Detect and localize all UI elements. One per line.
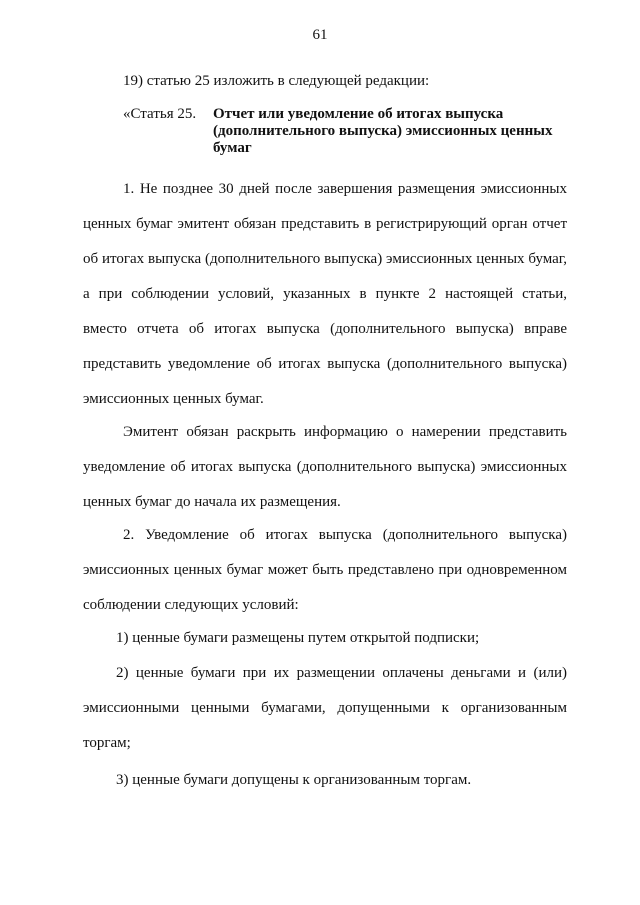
article-label: «Статья 25.: [123, 106, 197, 122]
list-item-text: 2) ценные бумаги при их размещении оплачены деньгами и (или) эмиссионными ценными бумагами, допущенными к организованным торгам;: [83, 665, 567, 751]
paragraph-text: 2. Уведомление об итогах выпуска (дополнительного выпуска) эмиссионных ценных бумаг может быть представлено при одновременном соблюдении следующих условий:: [83, 527, 567, 613]
paragraph-3: [83, 518, 567, 623]
amendment-intro: 19) статью 25 изложить в следующей редакции:: [123, 73, 430, 89]
paragraph-text: Эмитент обязан раскрыть информацию о намерении представить уведомление об итогах выпуска (дополнительного выпуска) эмиссионных ценных бумаг до начала их размещения.: [83, 424, 567, 510]
article-title: Отчет или уведомление об итогах выпуска (дополнительного выпуска) эмиссионных ценных бумаг: [213, 106, 553, 156]
paragraph-1: [83, 172, 567, 417]
list-item-text: 1) ценные бумаги размещены путем открытой подписки;: [116, 630, 480, 646]
list-item-text: 3) ценные бумаги допущены к организованным торгам.: [116, 772, 472, 788]
page-number: 61: [312, 27, 328, 43]
list-item-2: [83, 656, 567, 761]
list-item-1: [83, 621, 567, 656]
paragraph-2: [83, 415, 567, 520]
list-item-3: [83, 763, 567, 798]
paragraph-text: 1. Не позднее 30 дней после завершения размещения эмиссионных ценных бумаг эмитент обязан представить в регистрирующий орган отчет об итогах выпуска (дополнительного выпуска) эмиссионных ценных бумаг, а при соблюдении условий, указанных в пункте 2 настоящей статьи, вместо отчета об итогах выпуска (дополнительного выпуска) вправе представить уведомление об итогах выпуска (дополнительного выпуска) эмиссионных ценных бумаг.: [83, 181, 567, 407]
